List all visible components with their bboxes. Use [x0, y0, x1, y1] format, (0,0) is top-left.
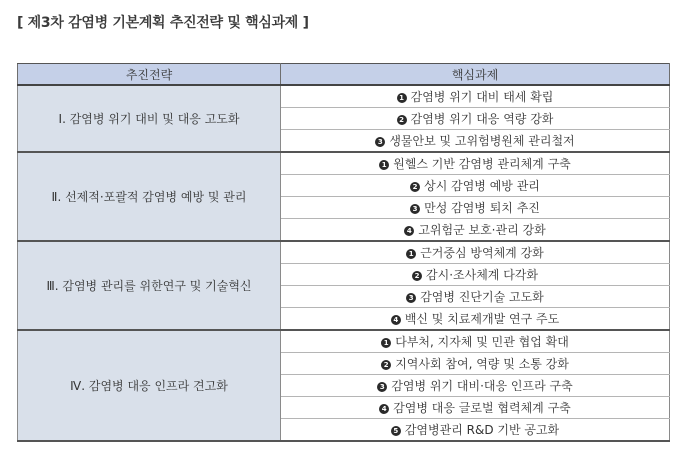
task-label: 감염병관리 R&D 기반 공고화: [404, 423, 560, 437]
task-number-badge: 3: [406, 293, 416, 303]
task-label: 감염병 위기 대비 태세 확립: [410, 90, 554, 104]
task-cell: [281, 353, 670, 375]
table-row: [18, 241, 670, 264]
task-cell: [281, 330, 670, 353]
task-label: 감염병 위기 대비·대응 인프라 구축: [391, 379, 573, 393]
task-label: 감염병 대응 글로벌 협력체계 구축: [393, 401, 571, 415]
task-number-badge: 4: [391, 315, 401, 325]
task-label: 고위험군 보호·관리 강화: [418, 223, 546, 237]
task-number-badge: 2: [410, 182, 420, 192]
task-label: 백신 및 치료제개발 연구 주도: [404, 312, 560, 326]
task-number-badge: 1: [397, 93, 407, 103]
task-cell: [281, 308, 670, 331]
strategy-cell: Ⅳ. 감염병 대응 인프라 견고화: [18, 330, 281, 441]
task-number-badge: 4: [379, 404, 389, 414]
task-label: 만성 감염병 퇴치 추진: [424, 201, 540, 215]
strategy-table: [17, 63, 670, 442]
header-row: [18, 64, 670, 86]
task-cell: [281, 419, 670, 442]
table-row: [18, 330, 670, 353]
task-cell: [281, 130, 670, 153]
strategy-cell: Ⅲ. 감염병 관리를 위한연구 및 기술혁신: [18, 241, 281, 330]
task-cell: [281, 286, 670, 308]
task-number-badge: 5: [391, 426, 401, 436]
task-label: 원헬스 기반 감염병 관리체계 구축: [393, 157, 571, 171]
strategy-cell: Ⅱ. 선제적·포괄적 감염병 예방 및 관리: [18, 152, 281, 241]
task-cell: [281, 152, 670, 175]
task-number-badge: 2: [397, 115, 407, 125]
task-number-badge: 1: [406, 249, 416, 259]
task-cell: [281, 241, 670, 264]
strategy-cell: Ⅰ. 감염병 위기 대비 및 대응 고도화: [18, 85, 281, 152]
task-cell: [281, 375, 670, 397]
task-label: 감시·조사체계 다각화: [426, 268, 538, 282]
document-title: [ 제3차 감염병 기본계획 추진전략 및 핵심과제 ]: [17, 15, 309, 31]
task-cell: [281, 264, 670, 286]
task-number-badge: 3: [375, 137, 385, 147]
task-label: 상시 감염병 예방 관리: [424, 179, 540, 193]
task-number-badge: 1: [379, 160, 389, 170]
task-cell: [281, 175, 670, 197]
task-label: 근거중심 방역체계 강화: [420, 246, 544, 260]
task-number-badge: 1: [381, 338, 391, 348]
task-number-badge: 3: [410, 204, 420, 214]
task-number-badge: 2: [381, 360, 391, 370]
task-label: 감염병 위기 대응 역량 강화: [410, 112, 554, 126]
task-cell: [281, 397, 670, 419]
header-tasks: 핵심과제: [281, 64, 670, 86]
header-strategy: 추진전략: [18, 64, 281, 86]
task-label: 생물안보 및 고위험병원체 관리철저: [389, 134, 575, 148]
task-label: 감염병 진단기술 고도화: [420, 290, 544, 304]
task-cell: [281, 197, 670, 219]
task-cell: [281, 108, 670, 130]
task-number-badge: 3: [377, 382, 387, 392]
task-label: 지역사회 참여, 역량 및 소통 강화: [395, 357, 569, 371]
task-label: 다부처, 지자체 및 민관 협업 확대: [395, 335, 569, 349]
task-number-badge: 2: [412, 271, 422, 281]
task-cell: [281, 85, 670, 108]
table-row: [18, 85, 670, 108]
task-cell: [281, 219, 670, 242]
table-row: [18, 152, 670, 175]
task-number-badge: 4: [404, 226, 414, 236]
table-body: [18, 85, 670, 441]
